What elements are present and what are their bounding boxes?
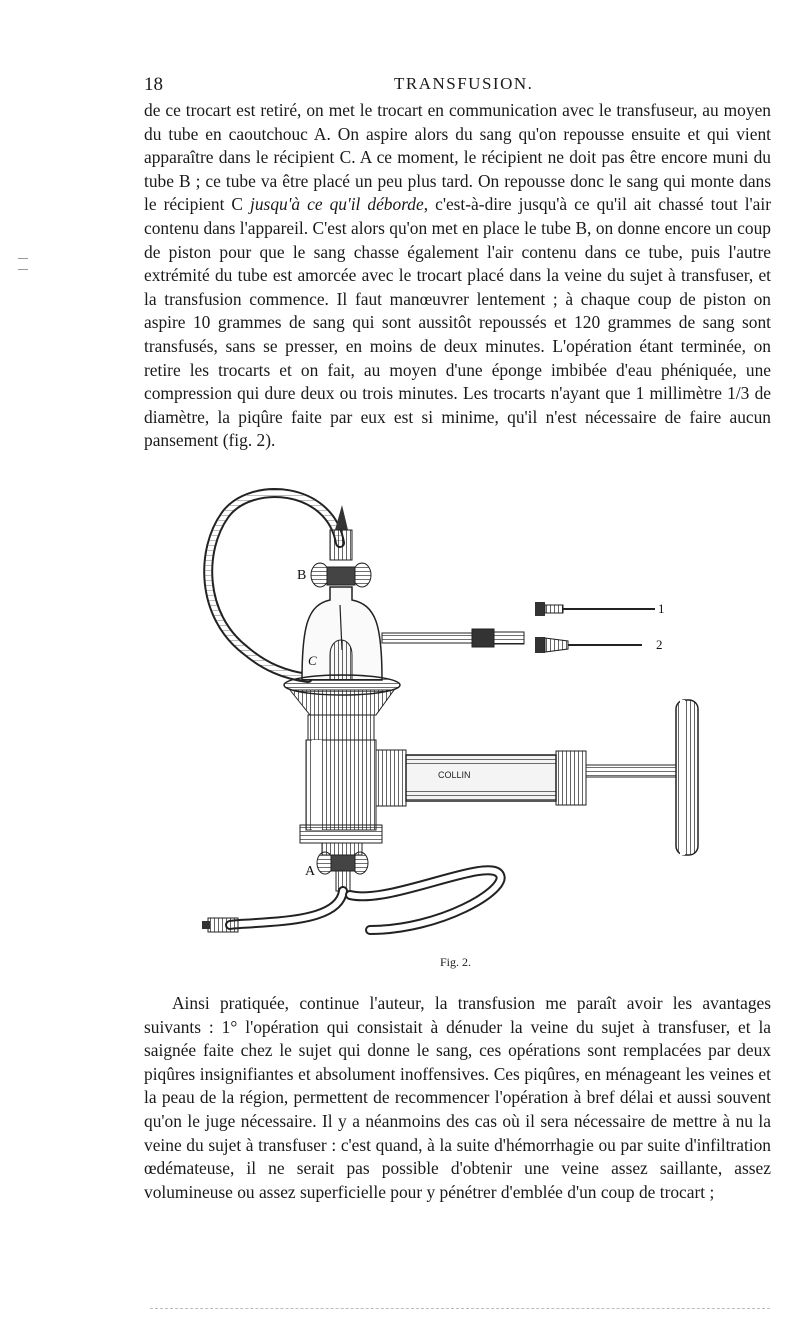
figure-transfusion-apparatus (190, 475, 700, 950)
side-outlet (382, 629, 524, 647)
footer-rule (150, 1308, 770, 1309)
label-b: B (297, 568, 307, 583)
main-barrel (300, 715, 382, 855)
trocar-1 (535, 602, 655, 616)
margin-mark (18, 258, 28, 270)
pump-cylinder (376, 750, 676, 806)
label-2: 2 (656, 637, 663, 652)
paragraph-1-text-b: , c'est-à-dire jusqu'à ce qu'il ait chassé tout l'air contenu dans l'appareil. C'est alors qu'on met en place le tube B, on donne encore un coup de piston pour que le sang chasse également l'air contenu dans ce tube, puis l'autre extrémité du tube est amorcée avec le trocart placé dans la veine du sujet à transfuser, et la transfusion commence. Il faut manœuvrer lentement ; à chaque coup de piston on aspire 10 grammes de sang qui sont aussitôt repoussés et 120 grammes de sang sont transfusés, sans se presser, en moins de deux minutes. L'opération étant terminée, on retire les trocarts et on fait, au moyen d'une éponge imbibée d'eau phéniquée, une compression qui dure deux ou trois minutes. Les trocarts n'ayant que 1 millimètre 1/3 de diamètre, la piqûre faite par eux est si minime, qu'il n'est nécessaire de faire aucun pansement (fig. 2). (144, 194, 771, 451)
paragraph-1-italic: jusqu'à ce qu'il déborde (250, 194, 424, 215)
tube-a (202, 870, 501, 932)
paragraph-1 (144, 99, 771, 453)
page-header (144, 74, 760, 100)
top-nozzle (335, 505, 348, 530)
paragraph-1-text-a: de ce trocart est retiré, on met le trocart en communication avec le transfuseur, au moyen du tube en caoutchouc A. On aspire alors du sang qu'on repousse ensuite et qui vient apparaître dans le récipient C. A ce moment, le récipient ne doit pas être encore muni du tube B ; ce tube va être placé un peu plus tard. On repousse donc le sang qui monte dans le récipient C (144, 100, 771, 215)
collar (284, 675, 400, 715)
trocar-2 (535, 637, 642, 653)
apparatus-engraving (190, 475, 700, 950)
running-head: TRANSFUSION. (394, 74, 534, 93)
label-c: C (308, 653, 317, 668)
figure-caption: Fig. 2. (440, 955, 472, 969)
t-handle (676, 700, 698, 855)
label-1: 1 (658, 601, 665, 616)
tap-b (311, 563, 371, 587)
tap-a (317, 852, 368, 891)
maker-label: COLLIN (438, 770, 471, 780)
paragraph-2: Ainsi pratiquée, continue l'auteur, la transfusion me paraît avoir les avantages suivants : 1° l'opération qui consistait à dénuder la veine du sujet à transfuser, et la saignée faite chez le sujet qui donne le sang, ces opérations sont remplacées par deux piqûres insignifiantes et absolument inoffensives. Ces piqûres, en ménageant les veines et la peau de la région, permettent de recommencer l'opération à bref délai et aussi souvent qu'on le juge nécessaire. Il y a néanmoins des cas où il sera nécessaire de mettre à nu la veine du sujet à transfuser : c'est quand, à la suite d'hémorrhagie ou par suite d'infiltration œdémateuse, il ne serait pas possible d'obtenir une veine assez saillante, assez volumineuse ou assez superficielle pour y pénétrer d'emblée d'un coup de trocart ; (144, 993, 771, 1202)
label-a: A (305, 864, 316, 879)
page-number: 18 (144, 74, 163, 95)
